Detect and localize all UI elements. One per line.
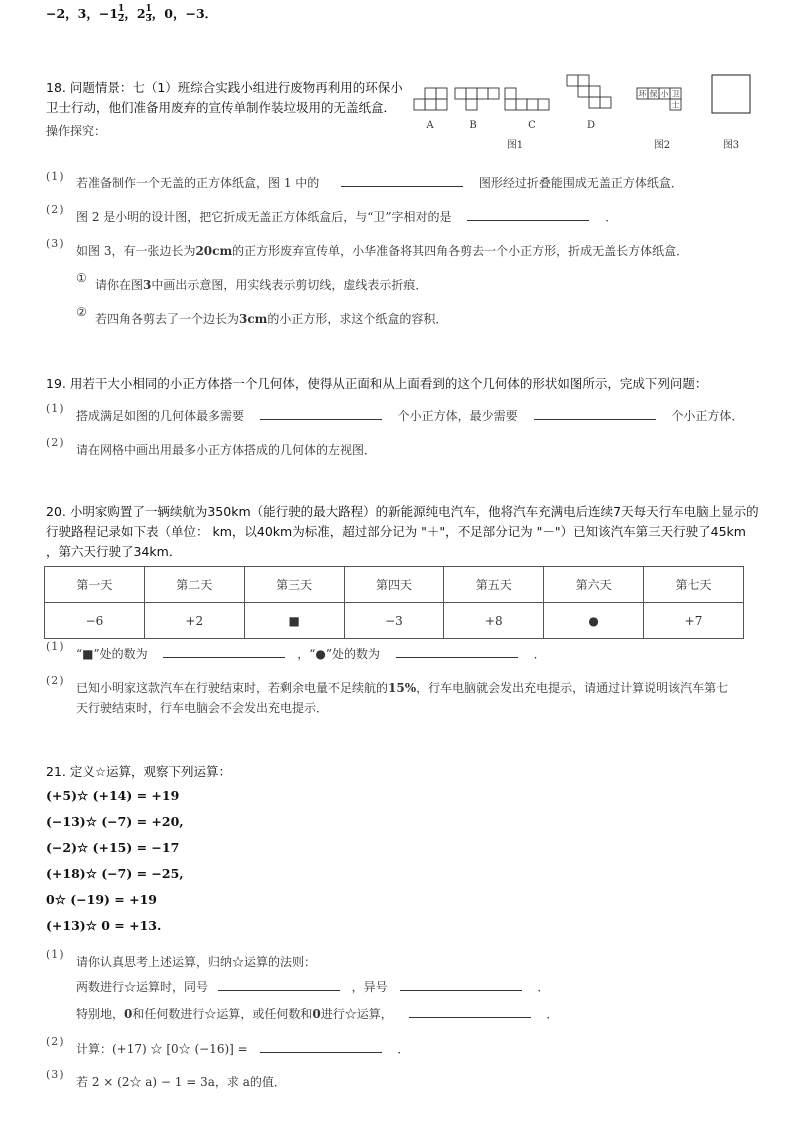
q19-sub2-number: (2) <box>46 436 65 449</box>
fig2-char: 保 <box>649 89 658 99</box>
q19-sub1-text-mid: 个小正方体，最少需要 <box>397 409 518 423</box>
q21-op: (+13)☆ 0 = +13. <box>46 918 162 933</box>
q20-sub2-text-end: ，行车电脑就会发出充电提示，请通过计算说明该汽车第七 <box>416 681 729 695</box>
q20-sub2-line1 <box>76 679 728 696</box>
q21-op: (+18)☆ (−7) = −25, <box>46 866 184 881</box>
answer-blank[interactable] <box>163 645 285 658</box>
q18-sub3-text: 如图 3，有一张边长为 <box>76 244 196 258</box>
answer-blank[interactable] <box>409 1005 531 1018</box>
q21-sub2 <box>76 1040 409 1057</box>
answer-blank[interactable] <box>218 978 340 991</box>
q21-sub1-special <box>76 1005 558 1022</box>
q19-sub1 <box>76 407 743 424</box>
q18-sub3-text-end: 的正方形废弃宣传单，小华准备将其四角各剪去一个小正方形，折成无盖长方体纸盒． <box>232 244 689 258</box>
table-header-cell: 第三天 <box>244 567 344 603</box>
table-header-cell: 第五天 <box>444 567 544 603</box>
answer-blank[interactable] <box>260 1040 382 1053</box>
q18-sub3 <box>76 242 688 259</box>
q19-sub1-text-end: 个小正方体． <box>671 409 744 423</box>
q18-c2-value: 3cm <box>239 312 268 326</box>
fig2-char: 士 <box>671 100 680 110</box>
fig2-char: 卫 <box>671 89 680 99</box>
fig2-char: 环 <box>638 89 647 99</box>
answer-blank[interactable] <box>260 407 382 420</box>
table-cell: +7 <box>644 603 744 639</box>
q20-sub2-value: 15% <box>388 681 417 695</box>
q19-sub2: 请在网格中画出用最多小正方体搭成的几何体的左视图． <box>76 443 377 457</box>
q21-sub3: 若 2 × (2☆ a) − 1 = 3a，求 a的值． <box>76 1075 286 1089</box>
table-cell: −3 <box>344 603 444 639</box>
q18-c1-text: 请你在图 <box>95 278 144 292</box>
table-cell: ■ <box>244 603 344 639</box>
q18-c2 <box>95 310 447 327</box>
q18-c1 <box>95 276 427 293</box>
q18-sub3-number: (3) <box>46 237 65 250</box>
q18-c2-text: 若四角各剪去了一个边长为 <box>95 312 240 326</box>
q18-c2-text-end: 的小正方形，求这个纸盒的容积． <box>267 312 448 326</box>
frac-num: 1 <box>118 4 125 14</box>
q20-sub2-text: 已知小明家这款汽车在行驶结束时，若剩余电量不足续航的 <box>76 681 389 695</box>
fig3-caption: 图3 <box>722 140 740 151</box>
net-c <box>505 88 549 110</box>
fig3-square <box>712 75 750 113</box>
q18-sub1-text: 若准备制作一个无盖的正方体纸盒，图 1 中的 <box>76 176 320 190</box>
table-header-cell: 第七天 <box>644 567 744 603</box>
q21-sub1-number: (1) <box>46 948 65 961</box>
q21-sub2-text: 计算：(+17) ☆ [0☆ (−16)] = <box>76 1042 248 1056</box>
q18-c1-text-end: 中画出示意图，用实线表示剪切线，虚线表示折痕． <box>151 278 428 292</box>
table-row <box>45 603 744 639</box>
fig2-caption: 图2 <box>653 140 671 151</box>
q18-circle1: ① <box>76 271 87 285</box>
q19-sub1-number: (1) <box>46 402 65 415</box>
q21-sub1-rule-text: 两数进行☆运算时，同号 <box>76 980 209 994</box>
q18-circle2: ② <box>76 305 87 319</box>
top-number-list <box>46 4 217 24</box>
q20-line2: 行驶路程记录如下表（单位： km，以40km为标准，超过部分记为 "＋"，不足部分记为 "－"）已知该汽车第三天行驶了45km <box>46 524 746 539</box>
top-list-part: −2，3，−1 <box>46 6 119 21</box>
table-cell: ● <box>544 603 644 639</box>
net-b <box>455 88 499 110</box>
q21-op: (−2)☆ (+15) = −17 <box>46 840 180 855</box>
table-cell: +2 <box>144 603 244 639</box>
q21-sub1-rule <box>76 978 549 995</box>
q20-sub1-text-mid: ，“●”处的数为 <box>297 647 381 661</box>
answer-blank[interactable] <box>396 645 518 658</box>
q21-op: (+5)☆ (+14) = +19 <box>46 788 180 803</box>
frac-den: 3 <box>145 14 152 24</box>
q18-title-line2: 卫士行动，他们准备用废弃的宣传单制作装垃圾用的无盖纸盒． <box>46 100 397 115</box>
answer-blank[interactable] <box>341 174 463 187</box>
q18-c1-value: 3 <box>143 278 152 292</box>
net-label-c: C <box>528 120 536 131</box>
q18-sub1-text-end: 图形经过折叠能围成无盖正方体纸盒． <box>478 176 683 190</box>
q20-sub2-line2: 天行驶结束时，行车电脑会不会发出充电提示． <box>76 701 329 715</box>
q18-sub1 <box>76 174 683 191</box>
q20-line3: ，第六天行驶了34km． <box>46 544 182 559</box>
frac-den: 2 <box>118 14 125 24</box>
q18-title-line1: 18. 问题情景：七（1）班综合实践小组进行废物再利用的环保小 <box>46 80 403 95</box>
q21-title: 21. 定义☆运算，观察下列运算： <box>46 764 232 779</box>
table-header-cell: 第四天 <box>344 567 444 603</box>
table-header-cell: 第六天 <box>544 567 644 603</box>
q20-line1: 20. 小明家购置了一辆续航为350km（能行驶的最大路程）的新能源纯电汽车，他将汽车充满电后连续7天每天行车电脑上显示的 <box>46 504 759 519</box>
table-header-cell: 第二天 <box>144 567 244 603</box>
top-list-part: ，0，−3． <box>151 6 218 21</box>
answer-blank[interactable] <box>400 978 522 991</box>
q19-title: 19. 用若干大小相同的小正方体搭一个几何体，使得从正面和从上面看到的这个几何体的形状如图所示，完成下列问题： <box>46 376 708 391</box>
net-label-b: B <box>469 120 477 131</box>
q18-sub2-number: (2) <box>46 203 65 216</box>
q21-special-text-mid2: 进行☆运算， <box>320 1007 393 1021</box>
q18-sub1-number: (1) <box>46 170 65 183</box>
net-label-a: A <box>426 120 434 131</box>
frac-num: 1 <box>145 4 152 14</box>
q19-sub1-text: 搭成满足如图的几何体最多需要 <box>76 409 245 423</box>
q20-sub1 <box>76 645 546 662</box>
q21-special-zero: 0 <box>124 1007 133 1021</box>
q18-sub2-text-end: ． <box>605 210 618 224</box>
table-header-cell: 第一天 <box>45 567 145 603</box>
q21-sub3-number: (3) <box>46 1068 65 1081</box>
q21-special-zero: 0 <box>312 1007 321 1021</box>
q20-sub1-text-end: ． <box>533 647 546 661</box>
top-list-part: ，2 <box>124 6 146 21</box>
fig2-char: 小 <box>660 89 669 99</box>
q21-sub2-number: (2) <box>46 1035 65 1048</box>
q21-special-text-mid: 和任何数进行☆运算，或任何数和 <box>132 1007 313 1021</box>
table-header-row <box>45 567 744 603</box>
net-a <box>414 88 447 110</box>
q18-sub2-text: 图 2 是小明的设计图，把它折成无盖正方体纸盒后，与“卫”字相对的是 <box>76 210 452 224</box>
q18-sub3-value: 20cm <box>195 244 233 258</box>
q20-sub2-number: (2) <box>46 674 65 687</box>
q20-sub1-number: (1) <box>46 640 65 653</box>
q21-special-text: 特别地， <box>76 1007 125 1021</box>
q21-sub1-rule-text-end: ． <box>537 980 550 994</box>
q21-sub1: 请你认真思考上述运算，归纳☆运算的法则： <box>76 955 317 969</box>
q21-op: (−13)☆ (−7) = +20, <box>46 814 184 829</box>
fig1-caption: 图1 <box>506 140 524 151</box>
q21-special-text-end: ． <box>546 1007 559 1021</box>
q18-sub2 <box>76 208 617 225</box>
q18-operation-label: 操作探究： <box>46 124 107 138</box>
net-d <box>567 75 611 108</box>
q21-op: 0☆ (−19) = +19 <box>46 892 157 907</box>
table-cell: +8 <box>444 603 544 639</box>
net-label-d: D <box>586 120 596 131</box>
q21-sub1-rule-text-mid: ，异号 <box>351 980 388 994</box>
answer-blank[interactable] <box>534 407 656 420</box>
q21-sub2-text-end: ． <box>397 1042 410 1056</box>
mileage-table <box>44 566 744 639</box>
answer-blank[interactable] <box>467 208 589 221</box>
figure1-nets <box>405 70 790 155</box>
table-cell: −6 <box>45 603 145 639</box>
q20-sub1-text: “■”处的数为 <box>76 647 148 661</box>
